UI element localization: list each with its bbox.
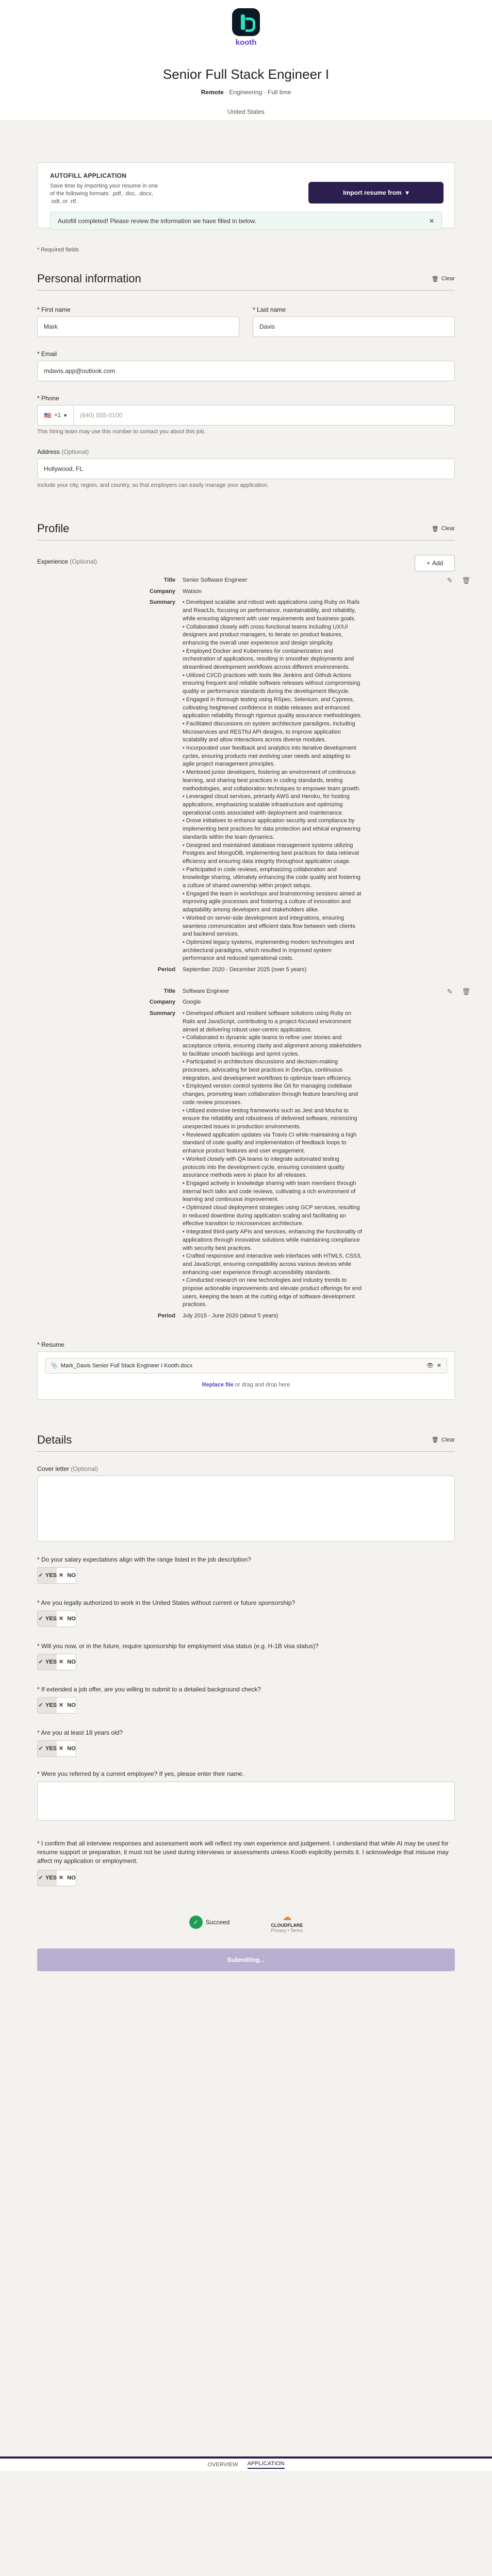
close-icon: ✕	[58, 1616, 64, 1622]
summary-item: • Reviewed application updates via Travis CI while maintaining a high standard of code quality and implementation of feedback loops to enhance product features and user engagement.	[183, 1131, 357, 1155]
summary-item: • Engaged in thorough testing using RSpec, Selenium, and Cypress, cultivating heightened confidence in stable releases and enhanced application reliability through rigorous quality assurance methodologies.	[183, 696, 362, 719]
summary-item: • Developed scalable and robust web applications using Ruby on Rails and ReactJs, focusing on performance, maintainability, and reliability, while ensuring alignment with user requirements and business goals.	[183, 599, 360, 622]
job-location: United States	[227, 108, 265, 115]
summary-item: • Engaged the team in workshops and brainstorming sessions aimed at improving agile processes and fostering a culture of innovation and adaptability among developers and stakeholders alike.	[183, 890, 362, 913]
cover-letter-input[interactable]	[37, 1476, 455, 1541]
summary-key: Summary	[149, 1010, 175, 1017]
country-code-select[interactable]: 🇺🇸 +1 ▾	[38, 405, 74, 425]
replace-file: Replace file or drag and drop here	[202, 1381, 290, 1388]
period-key: Period	[157, 967, 175, 973]
cloudflare-badge: ☁ CLOUDFLARE Privacy • Terms	[271, 1911, 303, 1933]
chevron-down-icon: ▾	[63, 412, 67, 419]
entry-title: Software Engineer	[183, 988, 229, 994]
yes-option[interactable]: ✓ YES	[38, 1568, 57, 1583]
import-resume-button[interactable]	[308, 182, 444, 204]
question-label: * Are you at least 18 years old?	[37, 1728, 123, 1736]
address-field[interactable]: Hollywood, FL	[37, 459, 455, 479]
resume-file-name: Mark_Davis Senior Full Stack Engineer I Kooth.docx	[60, 1362, 193, 1369]
summary-item: • Utilized CI/CD practices with tools like Jenkins and Github Actions ensuring frequent and reliable software releases without compromising quality or performance standards during the development lifecycle.	[183, 672, 360, 695]
entry-summary	[183, 599, 363, 963]
summary-item: • Participated in architecture discussions and decision-making processes, advocating for best practices in DevOps, continuous integration, and development workflows to optimize team efficiency.	[183, 1059, 352, 1081]
phone-input[interactable]: (640) 555-0100	[80, 412, 123, 419]
check-icon: ✓	[38, 1572, 43, 1579]
tab-application[interactable]: APPLICATION	[248, 2461, 285, 2469]
autofill-desc: Save time by importing your resume in one of the following formats: .pdf, .doc, .docx, .odt, or .rtf.	[50, 183, 158, 205]
yes-option[interactable]: ✓ YES	[38, 1611, 57, 1626]
resume-file	[45, 1358, 447, 1374]
summary-item: • Employed version control systems like Git for managing codebase changes, promoting team collaboration through feature branching and code review processes.	[183, 1083, 358, 1106]
referred-input[interactable]	[37, 1782, 455, 1821]
cloud-icon: ☁	[282, 1911, 292, 1922]
close-icon: ✕	[58, 1875, 64, 1882]
divider	[37, 290, 455, 291]
details-header	[37, 1432, 455, 1448]
period-key: Period	[157, 1313, 175, 1319]
summary-item: • Utilized extensive testing frameworks such as Jest and Mocha to ensure the reliability and robustness of delivered software, minimizing unexpected issues in production environments.	[183, 1107, 357, 1130]
close-icon: ✕	[58, 1702, 64, 1709]
question-list	[37, 1556, 455, 1757]
no-option[interactable]: ✕ NO	[57, 1698, 76, 1713]
cover-letter-label: Cover letter (Optional)	[37, 1465, 99, 1472]
experience-entry	[147, 987, 470, 1320]
import-resume-label: Import resume from	[343, 189, 402, 196]
question-label: * If extended a job offer, are you willing to submit to a detailed background check?	[37, 1685, 261, 1693]
job-type: Remote	[201, 89, 224, 96]
consent-label: * I confirm that all interview responses and assessment work will reflect my own experience and judgement. I understand that while AI may be used for resume support or preparation, it must not be used during interviews or assessments unless Kooth explicitly permits it. I acknowledge that misuse may affect my application or employment.	[37, 1839, 449, 1865]
summary-item: • Collaborated closely with cross-functional teams including UX/UI designers and product managers, to iterate on product features, enhancing the overall user experience and design simplicity.	[183, 623, 348, 646]
summary-item: • Mentored junior developers, fostering an environment of continuous learning, and sharing best practices in coding standards, testing methodologies, and collaboration techniques to empower team growth.	[183, 769, 360, 792]
clear-profile-button[interactable]: 🗑 Clear	[431, 526, 455, 532]
verification-badges	[37, 1912, 455, 1933]
personal-title: Personal information	[37, 272, 141, 285]
question-block	[37, 1599, 455, 1627]
job-meta: Remote · Engineering · Full time	[201, 89, 291, 96]
profile-title: Profile	[37, 522, 70, 535]
email-label: * Email	[37, 350, 57, 358]
first-name-field[interactable]: Mark	[37, 316, 239, 337]
trash-icon: 🗑	[431, 526, 439, 532]
clear-personal-button[interactable]: 🗑 Clear	[431, 276, 455, 282]
summary-item: • Optimized cloud deployment strategies using GCP services, resulting in reduced downtime during application scaling and facilitating an effective transition to microservices architecture.	[183, 1205, 360, 1227]
tab-overview[interactable]: OVERVIEW	[207, 2462, 238, 2468]
no-option[interactable]: ✕ NO	[57, 1611, 76, 1626]
submit-button[interactable]: Submitting...	[37, 1948, 455, 1971]
check-icon: ✓	[38, 1659, 43, 1666]
edit-icon[interactable]: ✎	[447, 577, 453, 584]
yes-no-toggle[interactable]	[37, 1740, 76, 1757]
summary-item: • Collaborated in dynamic agile teams to refine user stories and acceptance criteria, ensuring clarity and alignment among stakeholders to facilitate smooth backlogs and sprint cycles.	[183, 1035, 362, 1057]
close-icon: ✕	[58, 1745, 64, 1752]
question-label: * Will you now, or in the future, require sponsorship for employment visa status (e.g. H-1B visa status)?	[37, 1642, 319, 1650]
close-icon: ✕	[58, 1572, 64, 1579]
no-option[interactable]: ✕ NO	[57, 1654, 76, 1670]
autofill-banner-text: Autofill completed! Please review the information we have filled in below.	[58, 217, 256, 225]
summary-item: • Engaged actively in knowledge sharing with team members through internal tech talks and code reviews, cultivating a rich environment of learning and continuous improvement.	[183, 1180, 356, 1203]
trash-icon: 🗑	[431, 276, 439, 282]
kooth-logo-icon[interactable]	[232, 8, 260, 36]
no-option[interactable]: ✕ NO	[57, 1741, 76, 1756]
resume-upload[interactable]	[37, 1351, 455, 1400]
summary-item: • Designed and maintained database management systems utilizing Postgres and MongoDB, implementing best practices for data retrieval efficiency and ensuring data integrity throughout application usage.	[183, 842, 359, 865]
first-name-label: * First name	[37, 306, 71, 313]
close-icon: ✕	[58, 1659, 64, 1666]
experience-entry	[147, 577, 470, 974]
autofill-title: AUTOFILL APPLICATION	[50, 172, 127, 179]
experience-header	[37, 555, 455, 571]
job-header	[0, 0, 492, 121]
job-title: Senior Full Stack Engineer I	[162, 66, 330, 82]
entry-company: Google	[183, 999, 201, 1006]
autofill-banner	[50, 212, 442, 230]
clear-details-button[interactable]: 🗑 Clear	[431, 1436, 455, 1444]
checkmark-icon: ✓	[189, 1916, 203, 1929]
replace-file-link[interactable]: Replace file	[202, 1381, 234, 1388]
view-icon[interactable]: 👁	[426, 1363, 434, 1369]
no-option[interactable]: ✕ NO	[57, 1870, 76, 1886]
yes-option[interactable]: ✓ YES	[38, 1870, 57, 1886]
address-help: Include your city, region, and country, so that employers can easily manage your application.	[37, 482, 269, 488]
address-label: Address (Optional)	[37, 448, 89, 455]
email-field[interactable]: mdavis.app@outlook.com	[37, 361, 455, 381]
company-key: Company	[149, 999, 175, 1006]
entry-summary	[183, 1010, 363, 1309]
trash-icon: 🗑	[431, 1437, 439, 1444]
summary-item: • Conducted research on new technologies and industry trends to propose actionable improvements and elevate product offerings for end users, keeping the team at the cutting edge of software development practices.	[183, 1277, 362, 1308]
divider	[37, 1451, 455, 1452]
required-note: * Required fields	[37, 247, 79, 253]
yes-no-toggle[interactable]	[37, 1611, 76, 1627]
yes-no-toggle[interactable]	[37, 1654, 76, 1670]
question-block	[37, 1729, 455, 1757]
check-icon: ✓	[38, 1616, 43, 1622]
trash-icon[interactable]: 🗑	[462, 577, 470, 584]
resume-label: * Resume	[37, 1341, 64, 1348]
summary-item: • Developed efficient and resilient software solutions using Ruby on Rails and JavaScript, contributing to a project-focused environment aimed at delivering robust user-centric applications.	[183, 1010, 352, 1033]
close-icon[interactable]: ✕	[429, 217, 434, 225]
experience-label: Experience (Optional)	[37, 558, 97, 565]
check-icon: ✓	[38, 1702, 43, 1709]
application-form	[37, 162, 470, 1971]
entry-period: September 2020 - December 2025 (over 5 years)	[183, 967, 307, 973]
job-dept: Engineering	[229, 89, 263, 96]
paperclip-icon: 📎	[51, 1363, 58, 1369]
consent-yes-no[interactable]	[37, 1870, 76, 1886]
yes-option[interactable]: ✓ YES	[38, 1741, 57, 1756]
summary-item: • Integrated third-party APIs and services, enhancing the functionality of applications through innovative solutions while maintaining compliance with security best practices.	[183, 1229, 363, 1251]
summary-item: • Drove initiatives to enhance application security and compliance by implementing best practices for data protection and ethical engineering standards within the team dynamics.	[183, 818, 360, 840]
entry-period: July 2015 - June 2020 (about 5 years)	[183, 1313, 278, 1319]
last-name-label: * Last name	[253, 306, 286, 313]
trash-icon[interactable]: 🗑	[462, 987, 470, 995]
yes-no-toggle[interactable]	[37, 1567, 76, 1584]
title-key: Title	[163, 577, 175, 583]
summary-item: • Participated in code reviews, emphasizing collaboration and knowledge sharing, ultimately enhancing the code quality and fostering a culture of shared ownership within project setups.	[183, 866, 360, 889]
close-icon[interactable]: ✕	[436, 1363, 441, 1369]
job-employment: Full time	[268, 89, 291, 96]
entry-company: Watson	[183, 588, 202, 595]
success-badge: ✓ Succeed	[189, 1916, 230, 1929]
chevron-down-icon: ▾	[405, 189, 409, 196]
last-name-field[interactable]: Davis	[253, 316, 455, 337]
add-experience-button[interactable]: + Add	[415, 555, 455, 571]
entry-title: Senior Software Engineer	[183, 577, 248, 583]
summary-item: • Incorporated user feedback and analytics into iterative development cycles, ensuring products met evolving user needs and adapting to agile project management principles.	[183, 745, 356, 768]
question-label: * Do your salary expectations align with the range listed in the job description?	[37, 1555, 251, 1563]
question-block	[37, 1686, 455, 1714]
yes-no-toggle[interactable]	[37, 1697, 76, 1714]
us-flag-icon: 🇺🇸	[44, 412, 52, 419]
phone-help: This hiring team may use this number to contact you about this job.	[37, 429, 206, 435]
no-option[interactable]: ✕ NO	[57, 1568, 76, 1583]
summary-item: • Leveraged cloud services, primarily AWS and Heroku, for hosting applications, emphasizing scalable infrastructure and optimizing operational costs associated with deployment and maintenance.	[183, 793, 350, 816]
brand-name: kooth	[235, 38, 257, 47]
check-icon: ✓	[38, 1745, 43, 1752]
phone-label: * Phone	[37, 395, 59, 402]
personal-header	[37, 270, 455, 287]
question-block	[37, 1642, 455, 1670]
title-key: Title	[163, 988, 175, 994]
plus-icon: +	[426, 560, 430, 567]
summary-item: • Facilitated discussions on system architecture paradigms, including Microservices and RESTful API designs, to improve application scalability and allow interactions across diverse modules.	[183, 720, 355, 743]
summary-key: Summary	[149, 599, 175, 606]
bottom-tabs	[0, 2456, 492, 2471]
experience-list	[37, 577, 470, 1320]
company-key: Company	[149, 588, 175, 595]
phone-field[interactable]	[37, 405, 455, 426]
summary-item: • Worked on server-side development and integrations, ensuring seamless communication and efficient data flow between web clients and backend services.	[183, 914, 355, 938]
referred-label: * Were you referred by a current employee? If yes, please enter their name.	[37, 1770, 244, 1777]
yes-option[interactable]: ✓ YES	[38, 1654, 57, 1670]
profile-header	[37, 520, 455, 537]
summary-item: • Crafted responsive and interactive web interfaces with HTML5, CSS3, and JavaScript, ensuring compatibility across various devices while enhancing user experience through accessibility standards.	[183, 1253, 362, 1276]
check-icon: ✓	[38, 1875, 43, 1882]
edit-icon[interactable]: ✎	[447, 987, 453, 995]
summary-item: • Employed Docker and Kubernetes for containerization and orchestration of applications, resulting in smoother deployments and streamlined development workflows across different environments.	[183, 648, 354, 671]
summary-item: • Optimized legacy systems, implementing modern technologies and architectural paradigms, which resulted in improved system performance and reduced operational costs.	[183, 939, 354, 962]
question-label: * Are you legally authorized to work in the United States without current or future sponsorship?	[37, 1599, 296, 1606]
question-block	[37, 1556, 455, 1584]
yes-option[interactable]: ✓ YES	[38, 1698, 57, 1713]
details-title: Details	[37, 1433, 72, 1446]
summary-item: • Worked closely with QA teams to integrate automated testing protocols into the development cycle, ensuring consistent quality assurance methods were in place for all releases.	[183, 1156, 345, 1179]
